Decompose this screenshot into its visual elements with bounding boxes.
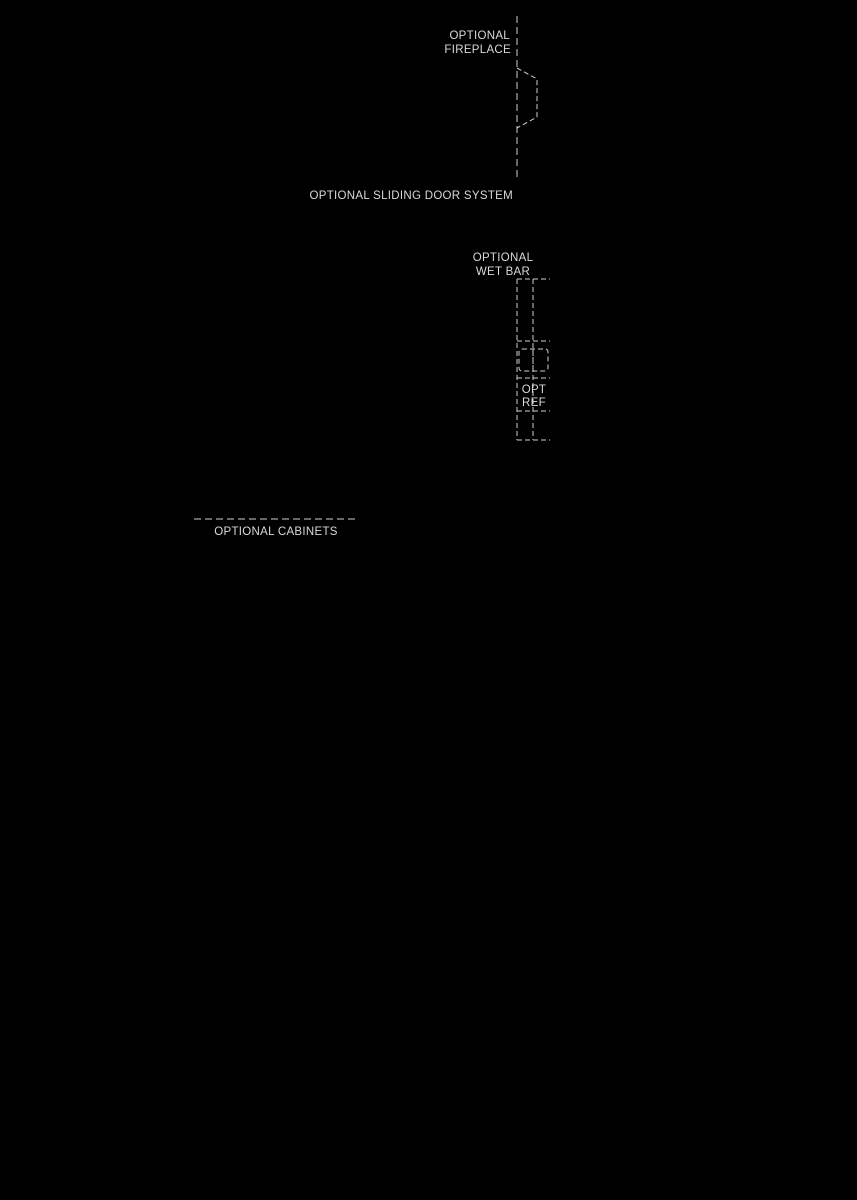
fireplace-label-line1: OPTIONAL [449,30,510,42]
optional-fireplace-group [444,16,537,180]
optional-cabinets-group [194,519,357,538]
cabinets-label: OPTIONAL CABINETS [214,526,338,538]
fireplace-outline [517,68,537,128]
wet-bar-label-line2: WET BAR [475,266,531,278]
optional-wet-bar-group [473,252,550,440]
sliding-door-label: OPTIONAL SLIDING DOOR SYSTEM [309,190,513,202]
fireplace-label-line2: FIREPLACE [444,44,511,56]
ref-label-line2: REF [522,397,546,409]
ref-label-line1: OPT [521,384,547,396]
wet-bar-label-line1: OPTIONAL [472,252,534,264]
